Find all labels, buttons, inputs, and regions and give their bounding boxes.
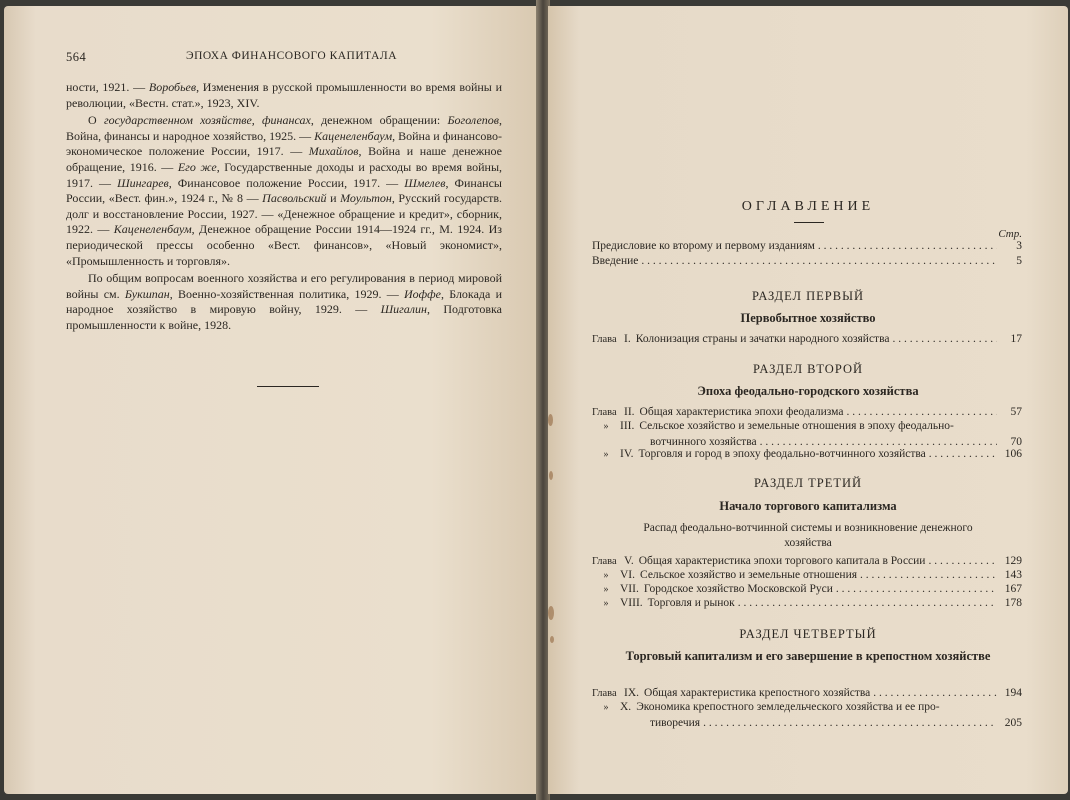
toc-row-continuation [592, 716, 1022, 731]
toc-chapter-entry [592, 447, 1022, 463]
toc-title-rule [794, 222, 824, 223]
section-heading: РАЗДЕЛ ВТОРОЙ [753, 362, 863, 376]
paper-stain [550, 636, 554, 643]
paper-stain [549, 471, 553, 480]
paper-stain [548, 606, 554, 620]
chapter-prefix: Глава [592, 334, 617, 345]
toc-row [592, 596, 1022, 612]
chapter-number: III. [620, 420, 635, 432]
chapter-number: VI. [620, 569, 636, 581]
text-run: О [88, 113, 104, 128]
author-name: Иоффе [403, 286, 441, 301]
text-run: , Государственные доходы и расходы во время войны, 1917. — [66, 159, 503, 190]
toc-chapter-entry [592, 700, 1022, 730]
text-run: , Русский государств. долг и восстановление России, 1927. — «Денежное обращение и кредит», сборник, 1922. — [66, 191, 502, 237]
section-heading: РАЗДЕЛ ТРЕТИЙ [753, 476, 863, 490]
toc-chapter-entry [592, 332, 1022, 348]
author-name: Пасвольский [262, 191, 327, 206]
entry-title: Общая характеристика эпохи феодализма [639, 406, 844, 418]
entry-title: Колонизация страны и зачатки народного хозяйства [635, 333, 890, 345]
page-number: 564 [66, 50, 87, 64]
chapter-number: V. [624, 555, 634, 567]
text-run: , Денежное обращение России 1914—1924 гг., М. 1924. Из периодической прессы особенно «Вест. финансов», «Новый экономист», «Промышленность и торговля». [66, 222, 503, 268]
toc-title: ОГЛАВЛЕНИЕ [741, 199, 875, 214]
page-ref: 70 [1010, 435, 1022, 448]
toc-chapter-entry [592, 419, 1022, 449]
entry-title: Общая характеристика крепостного хозяйства [644, 687, 871, 699]
page-ref: 167 [1004, 583, 1022, 595]
chapter-prefix: Глава [592, 556, 617, 567]
chapter-number: IV. [620, 448, 634, 460]
entry-title: Предисловие ко второму и первому изданиям [592, 240, 815, 252]
section-title: Торговый капитализм и его завершение в крепостном хозяйстве [625, 649, 991, 663]
chapter-number: VII. [620, 583, 639, 595]
paper-stain [548, 414, 553, 426]
chapter-number: I. [624, 333, 631, 345]
section-heading: РАЗДЕЛ ПЕРВЫЙ [751, 289, 865, 303]
toc-entry [592, 239, 1022, 254]
author-name: Его же [177, 159, 217, 174]
page-ref: 129 [1004, 555, 1022, 567]
ditto-mark: » [603, 421, 609, 432]
toc-row [592, 254, 1022, 269]
paragraph [66, 113, 502, 269]
author-name: Шингарев [117, 175, 169, 190]
toc-row [592, 700, 1022, 716]
chapter-number: X. [620, 701, 632, 713]
page-ref: 57 [1010, 406, 1022, 418]
entry-title: Введение [592, 255, 639, 267]
page-ref: 178 [1004, 597, 1022, 609]
toc-row [592, 447, 1022, 463]
page-ref: 17 [1010, 333, 1022, 345]
leader-dots [703, 716, 997, 731]
running-head: ЭПОХА ФИНАНСОВОГО КАПИТАЛА [186, 50, 398, 62]
author-name: Шмелев [404, 175, 446, 190]
leader-dots [873, 686, 997, 701]
page-ref: 143 [1004, 569, 1022, 581]
chapter-number: IX. [624, 687, 640, 699]
page-ref: 205 [1004, 716, 1022, 729]
entry-title-continued: тиворечия [650, 716, 701, 729]
text-run: , Военно-хозяйственная политика, 1929. — [169, 286, 404, 301]
toc-chapter-entry [592, 596, 1022, 612]
page-ref: 106 [1004, 448, 1022, 460]
section-divider [257, 386, 319, 387]
chapter-number: VIII. [620, 597, 643, 609]
right-page [548, 6, 1068, 794]
entry-title: Торговля и рынок [647, 597, 735, 609]
paragraph [66, 271, 502, 333]
leader-dots [928, 554, 997, 569]
author-name: Шигалин [380, 302, 427, 317]
leader-dots [641, 254, 997, 269]
text-run: , Блокада и народное хозяйство в мировую войну, 1929. — [66, 286, 502, 317]
ditto-mark: » [603, 584, 609, 595]
text-run: , Война, финансы и народное хозяйство, 1925. — [66, 113, 502, 143]
bibliography-text [66, 80, 502, 336]
author-name: Михайлов [308, 144, 359, 159]
author-name: Букшпан [124, 286, 170, 301]
text-run: , Война и наше денежное обращение, 1916. — [66, 144, 503, 174]
toc-entry [592, 254, 1022, 269]
leader-dots [846, 405, 997, 420]
ditto-mark: » [603, 449, 609, 460]
ditto-mark: » [603, 570, 609, 581]
author-name: Воробьев [148, 80, 197, 94]
leader-dots [818, 239, 997, 254]
text-run: ности, 1921. — [66, 80, 149, 94]
text-run: , Подготовка промышленности к войне, 1928. [66, 302, 502, 332]
toc-row [592, 332, 1022, 348]
entry-title: Сельское хозяйство и земельные отношения в эпоху феодально- [639, 420, 954, 432]
leader-dots [892, 332, 997, 347]
paragraph [66, 80, 502, 111]
left-page [4, 6, 538, 794]
text-run: По общим вопросам военного хозяйства и его регулирования в период мировой войны см. [66, 271, 502, 301]
ditto-mark: » [603, 702, 609, 713]
text-run: , Финансовое положение России, 1917. — [168, 175, 405, 190]
page-ref: 5 [1016, 255, 1022, 267]
entry-title: Городское хозяйство Московской Руси [643, 583, 833, 595]
leader-dots [929, 447, 997, 462]
leader-dots [836, 582, 997, 597]
chapter-prefix: Глава [592, 688, 617, 699]
leader-dots [738, 596, 997, 611]
chapter-number: II. [624, 406, 635, 418]
toc-row [592, 419, 1022, 435]
section-heading: РАЗДЕЛ ЧЕТВЕРТЫЙ [739, 627, 877, 641]
section-subtitle: Распад феодально-вотчинной системы и возникновение денежного хозяйства [643, 522, 973, 549]
entry-title: Торговля и город в эпоху феодально-вотчинного хозяйства [638, 448, 926, 460]
entry-title: Общая характеристика эпохи торгового капитала в России [638, 555, 926, 567]
text-run: , денежном обращении: [310, 113, 448, 128]
page-column-label: Стр. [998, 228, 1022, 240]
section-title: Начало торгового капитализма [719, 499, 897, 513]
text-run: и [326, 191, 341, 206]
entry-title: Экономика крепостного земледельческого хозяйства и ее про- [636, 701, 940, 713]
text-run: , Изменения в русской промышленности во время войны и революции, «Вестн. стат.», 1923, XIV. [66, 80, 502, 110]
author-name: Каценеленбаум [113, 222, 192, 237]
author-name: Боголепов [447, 113, 499, 128]
ditto-mark: » [603, 598, 609, 609]
section-title: Первобытное хозяйство [740, 311, 876, 325]
toc-row [592, 239, 1022, 254]
page-ref: 194 [1004, 687, 1022, 699]
author-name: Каценеленбаум [314, 128, 393, 143]
chapter-prefix: Глава [592, 407, 617, 418]
section-title: Эпоха феодально-городского хозяйства [697, 384, 919, 398]
leader-dots [860, 568, 997, 583]
author-name: государственном хозяйстве, финансах [103, 113, 311, 128]
entry-title: Сельское хозяйство и земельные отношения [640, 569, 858, 581]
entry-title-continued: вотчинного хозяйства [650, 435, 757, 448]
page-ref: 3 [1016, 240, 1022, 252]
text-run: , Война и финансово-экономическое положение России, 1917. — [66, 128, 502, 159]
text-run: , Финансы России, «Вест. фин.», 1924 г., № 8 — [66, 175, 502, 206]
author-name: Моультон [340, 191, 392, 206]
